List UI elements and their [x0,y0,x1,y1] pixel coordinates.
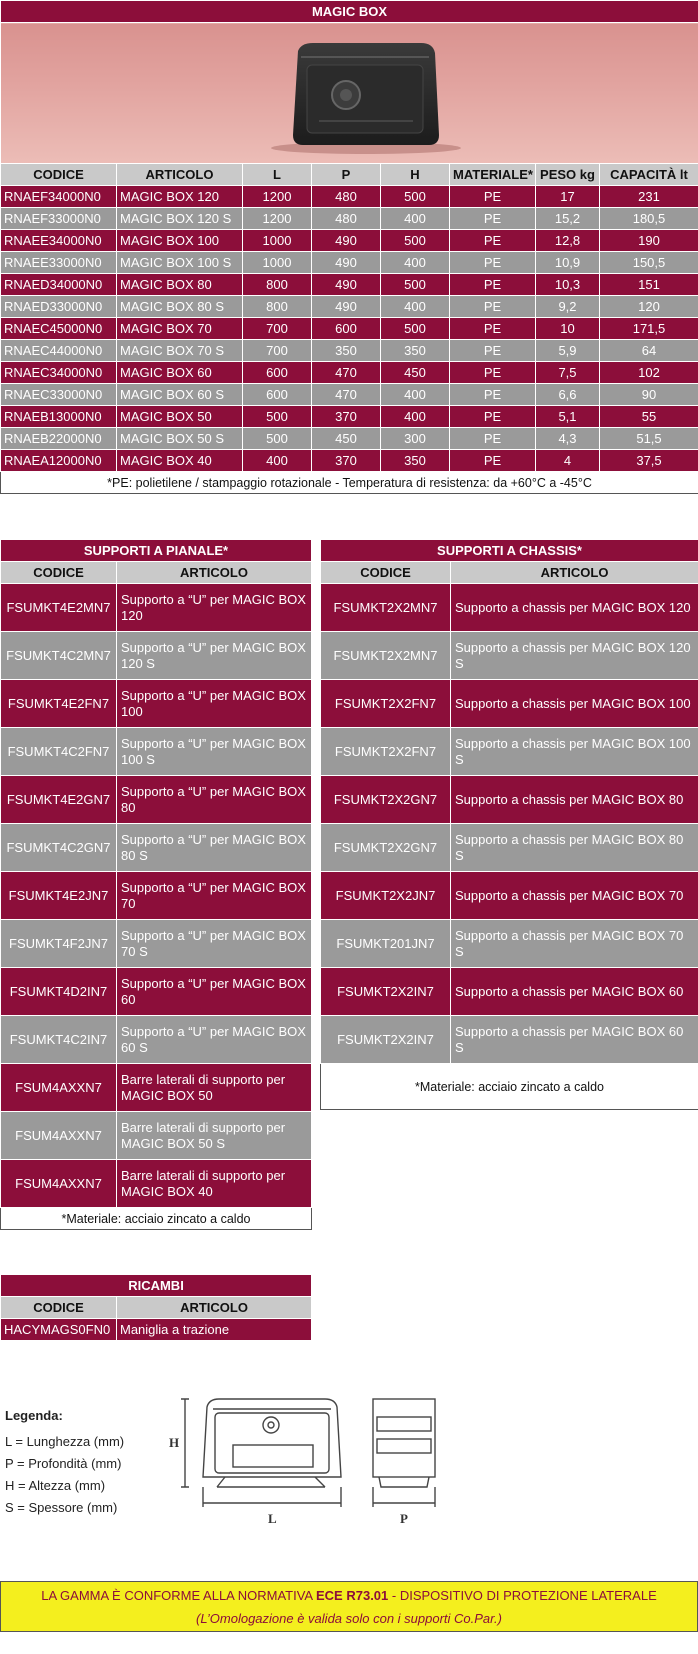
table-cell: 5,1 [536,406,600,428]
table-cell: Supporto a “U” per MAGIC BOX 60 S [117,1016,312,1064]
table-cell: FSUMKT4C2MN7 [1,632,117,680]
table-cell: 180,5 [600,208,698,230]
table-cell: 4,3 [536,428,600,450]
chassis-table-note: *Materiale: acciaio zincato a caldo [321,1064,698,1110]
table-cell: 17 [536,186,600,208]
table-row [321,728,698,776]
table-row [1,274,698,296]
table-cell: FSUM4AXXN7 [1,1064,117,1112]
table-row [1,406,698,428]
dim-label-h: H [169,1435,180,1450]
table-row [1,1319,312,1341]
table-cell: 800 [243,296,312,318]
table-cell: 350 [312,340,381,362]
table-cell: 500 [243,406,312,428]
table-cell: MAGIC BOX 100 S [117,252,243,274]
table-cell: FSUM4AXXN7 [1,1112,117,1160]
table-cell: FSUM4AXXN7 [1,1160,117,1208]
table-cell: 9,2 [536,296,600,318]
table-cell: 1200 [243,186,312,208]
table-cell: 470 [312,384,381,406]
table-cell: 500 [381,186,450,208]
table-cell: FSUMKT2X2MN7 [321,632,451,680]
table-cell: 470 [312,362,381,384]
table-cell: 500 [381,318,450,340]
table-cell: 600 [312,318,381,340]
table-cell: FSUMKT2X2IN7 [321,968,451,1016]
table-cell: RNAEA12000N0 [1,450,117,472]
table-row [321,824,698,872]
ricambi-table-title: RICAMBI [1,1275,312,1297]
table-cell: 171,5 [600,318,698,340]
table-cell: 490 [312,252,381,274]
table-row [1,680,312,728]
table-cell: PE [450,362,536,384]
product-image [1,23,698,164]
table-cell: 6,6 [536,384,600,406]
table-cell: Supporto a chassis per MAGIC BOX 120 S [451,632,698,680]
table-row [1,252,698,274]
pianale-table-note: *Materiale: acciaio zincato a caldo [1,1208,312,1230]
table-cell: MAGIC BOX 120 S [117,208,243,230]
table-cell: 450 [381,362,450,384]
table-row [1,824,312,872]
table-row [1,362,698,384]
table-cell: PE [450,274,536,296]
table-cell: Supporto a “U” per MAGIC BOX 120 S [117,632,312,680]
table-cell: Supporto a chassis per MAGIC BOX 80 S [451,824,698,872]
column-header: P [312,164,381,186]
table-cell: 10,9 [536,252,600,274]
table-cell: RNAEF33000N0 [1,208,117,230]
table-cell: 400 [381,296,450,318]
table-cell: Supporto a chassis per MAGIC BOX 70 [451,872,698,920]
table-cell: 700 [243,340,312,362]
table-cell: 1000 [243,252,312,274]
table-cell: MAGIC BOX 40 [117,450,243,472]
table-cell: 490 [312,230,381,252]
table-cell: Supporto a chassis per MAGIC BOX 70 S [451,920,698,968]
column-header: ARTICOLO [117,1297,312,1319]
table-cell: 400 [381,252,450,274]
table-row [321,1016,698,1064]
table-cell: 600 [243,384,312,406]
table-cell: FSUMKT4D2IN7 [1,968,117,1016]
table-cell: Supporto a “U” per MAGIC BOX 80 S [117,824,312,872]
table-cell: Maniglia a trazione [117,1319,312,1341]
column-header: MATERIALE* [450,164,536,186]
table-cell: Supporto a “U” per MAGIC BOX 100 [117,680,312,728]
table-cell: RNAEF34000N0 [1,186,117,208]
table-cell: 102 [600,362,698,384]
table-cell: 350 [381,340,450,362]
table-cell: RNAEC33000N0 [1,384,117,406]
table-row [1,632,312,680]
table-cell: 370 [312,450,381,472]
table-row [321,872,698,920]
table-cell: Supporto a “U” per MAGIC BOX 60 [117,968,312,1016]
table-cell: RNAEB22000N0 [1,428,117,450]
table-cell: PE [450,450,536,472]
table-cell: FSUMKT2X2GN7 [321,776,451,824]
column-header: ARTICOLO [117,164,243,186]
table-cell: 500 [243,428,312,450]
table-cell: 10,3 [536,274,600,296]
table-row [1,318,698,340]
table-cell: FSUMKT2X2MN7 [321,584,451,632]
table-cell: 12,8 [536,230,600,252]
legend [5,1408,124,1519]
table-row [1,296,698,318]
dim-label-p: P [400,1511,408,1526]
table-row [1,1160,312,1208]
table-row [321,584,698,632]
table-cell: Supporto a chassis per MAGIC BOX 80 [451,776,698,824]
table-cell: 490 [312,274,381,296]
table-cell: 600 [243,362,312,384]
table-row [1,450,698,472]
table-cell: 370 [312,406,381,428]
compliance-text-a: LA GAMMA È CONFORME ALLA NORMATIVA [41,1588,316,1603]
table-cell: FSUMKT4E2MN7 [1,584,117,632]
main-table-title: MAGIC BOX [1,1,698,23]
table-cell: FSUMKT2X2FN7 [321,728,451,776]
table-row [1,920,312,968]
dimension-drawing [165,1395,465,1545]
table-cell: MAGIC BOX 80 [117,274,243,296]
magic-box-photo [1,23,697,160]
column-header: CODICE [1,562,117,584]
compliance-banner [0,1581,698,1632]
table-cell: 51,5 [600,428,698,450]
chassis-supports-table [320,539,698,1110]
table-cell: PE [450,428,536,450]
chassis-table-title: SUPPORTI A CHASSIS* [321,540,698,562]
table-cell: 1000 [243,230,312,252]
table-cell: Barre laterali di supporto per MAGIC BOX 50 S [117,1112,312,1160]
table-cell: 400 [381,208,450,230]
table-cell: Supporto a “U” per MAGIC BOX 120 [117,584,312,632]
table-cell: MAGIC BOX 50 S [117,428,243,450]
table-cell: PE [450,296,536,318]
table-cell: RNAED34000N0 [1,274,117,296]
table-row [1,728,312,776]
table-cell: 700 [243,318,312,340]
table-cell: RNAEC45000N0 [1,318,117,340]
table-cell: 231 [600,186,698,208]
table-cell: PE [450,340,536,362]
table-cell: RNAEB13000N0 [1,406,117,428]
table-cell: Supporto a “U” per MAGIC BOX 70 [117,872,312,920]
table-cell: MAGIC BOX 70 S [117,340,243,362]
magic-box-table [0,0,698,494]
table-cell: FSUMKT4E2FN7 [1,680,117,728]
table-cell: 10 [536,318,600,340]
table-cell: PE [450,384,536,406]
table-cell: FSUMKT4C2FN7 [1,728,117,776]
table-cell: FSUMKT2X2JN7 [321,872,451,920]
table-cell: PE [450,186,536,208]
pianale-supports-table [0,539,312,1230]
table-cell: Barre laterali di supporto per MAGIC BOX 40 [117,1160,312,1208]
table-cell: 400 [243,450,312,472]
table-cell: 15,2 [536,208,600,230]
table-row [1,340,698,362]
column-header: L [243,164,312,186]
table-cell: MAGIC BOX 70 [117,318,243,340]
table-cell: FSUMKT2X2IN7 [321,1016,451,1064]
table-cell: 64 [600,340,698,362]
table-cell: Supporto a chassis per MAGIC BOX 100 [451,680,698,728]
column-header: CODICE [321,562,451,584]
table-cell: 120 [600,296,698,318]
table-cell: FSUMKT2X2FN7 [321,680,451,728]
table-cell: 480 [312,208,381,230]
technical-drawing [165,1395,465,1548]
column-header: ARTICOLO [117,562,312,584]
table-cell: MAGIC BOX 100 [117,230,243,252]
legend-item: L = Lunghezza (mm) [5,1434,125,1449]
legend-item: H = Altezza (mm) [5,1478,106,1493]
table-cell: Supporto a chassis per MAGIC BOX 120 [451,584,698,632]
compliance-norm: ECE R73.01 [316,1588,389,1603]
table-cell: PE [450,406,536,428]
table-cell: 490 [312,296,381,318]
compliance-text-c: - DISPOSITIVO DI PROTEZIONE LATERALE [388,1588,657,1603]
table-cell: PE [450,252,536,274]
table-cell: Supporto a “U” per MAGIC BOX 70 S [117,920,312,968]
table-cell: 480 [312,186,381,208]
table-cell: 450 [312,428,381,450]
table-cell: MAGIC BOX 60 S [117,384,243,406]
table-row [321,632,698,680]
table-cell: 55 [600,406,698,428]
table-cell: 37,5 [600,450,698,472]
table-cell: 500 [381,274,450,296]
table-cell: RNAEE34000N0 [1,230,117,252]
table-cell: 800 [243,274,312,296]
table-row [1,776,312,824]
column-header: ARTICOLO [451,562,698,584]
table-cell: Supporto a “U” per MAGIC BOX 80 [117,776,312,824]
table-cell: PE [450,208,536,230]
table-row [1,1016,312,1064]
ricambi-table [0,1274,312,1341]
table-cell: MAGIC BOX 60 [117,362,243,384]
table-row [321,680,698,728]
table-cell: 4 [536,450,600,472]
table-cell: RNAEC44000N0 [1,340,117,362]
table-cell: 150,5 [600,252,698,274]
table-cell: 90 [600,384,698,406]
table-cell: 151 [600,274,698,296]
table-cell: FSUMKT2X2GN7 [321,824,451,872]
column-header: CODICE [1,164,117,186]
table-cell: FSUMKT4C2GN7 [1,824,117,872]
column-header: H [381,164,450,186]
table-row [321,776,698,824]
table-cell: 350 [381,450,450,472]
table-cell: Supporto a chassis per MAGIC BOX 60 S [451,1016,698,1064]
table-cell: 190 [600,230,698,252]
table-cell: PE [450,318,536,340]
table-cell: 1200 [243,208,312,230]
table-row [1,872,312,920]
table-row [1,968,312,1016]
legend-title: Legenda: [5,1408,63,1423]
table-cell: Supporto a chassis per MAGIC BOX 100 S [451,728,698,776]
dim-label-l: L [268,1511,277,1526]
table-cell: 400 [381,406,450,428]
table-row [1,1112,312,1160]
table-row [1,208,698,230]
table-row [1,230,698,252]
table-cell: PE [450,230,536,252]
table-cell: 500 [381,230,450,252]
table-cell: FSUMKT4E2JN7 [1,872,117,920]
table-row [1,428,698,450]
table-cell: RNAEC34000N0 [1,362,117,384]
table-row [1,186,698,208]
column-header: CAPACITÀ lt [600,164,698,186]
table-cell: FSUMKT4E2GN7 [1,776,117,824]
table-cell: MAGIC BOX 120 [117,186,243,208]
pianale-table-title: SUPPORTI A PIANALE* [1,540,312,562]
table-cell: RNAED33000N0 [1,296,117,318]
table-cell: MAGIC BOX 80 S [117,296,243,318]
table-cell: Supporto a “U” per MAGIC BOX 100 S [117,728,312,776]
table-cell: FSUMKT4F2JN7 [1,920,117,968]
table-cell: Supporto a chassis per MAGIC BOX 60 [451,968,698,1016]
column-header: CODICE [1,1297,117,1319]
table-cell: HACYMAGS0FN0 [1,1319,117,1341]
compliance-line [1,1588,697,1603]
table-cell: MAGIC BOX 50 [117,406,243,428]
table-row [321,968,698,1016]
table-cell: 300 [381,428,450,450]
table-cell: RNAEE33000N0 [1,252,117,274]
column-header: PESO kg [536,164,600,186]
homologation-note: (L’Omologazione è valida solo con i supporti Co.Par.) [196,1611,502,1626]
table-row [1,384,698,406]
table-cell: FSUMKT201JN7 [321,920,451,968]
table-cell: 7,5 [536,362,600,384]
main-table-note: *PE: polietilene / stampaggio rotazionale - Temperatura di resistenza: da +60°C a -45°C [1,472,698,494]
table-row [1,1064,312,1112]
table-cell: FSUMKT4C2IN7 [1,1016,117,1064]
table-cell: 400 [381,384,450,406]
legend-item: P = Profondità (mm) [5,1456,122,1471]
table-cell: 5,9 [536,340,600,362]
table-row [1,584,312,632]
legend-item: S = Spessore (mm) [5,1500,118,1515]
table-row [321,920,698,968]
table-cell: Barre laterali di supporto per MAGIC BOX 50 [117,1064,312,1112]
